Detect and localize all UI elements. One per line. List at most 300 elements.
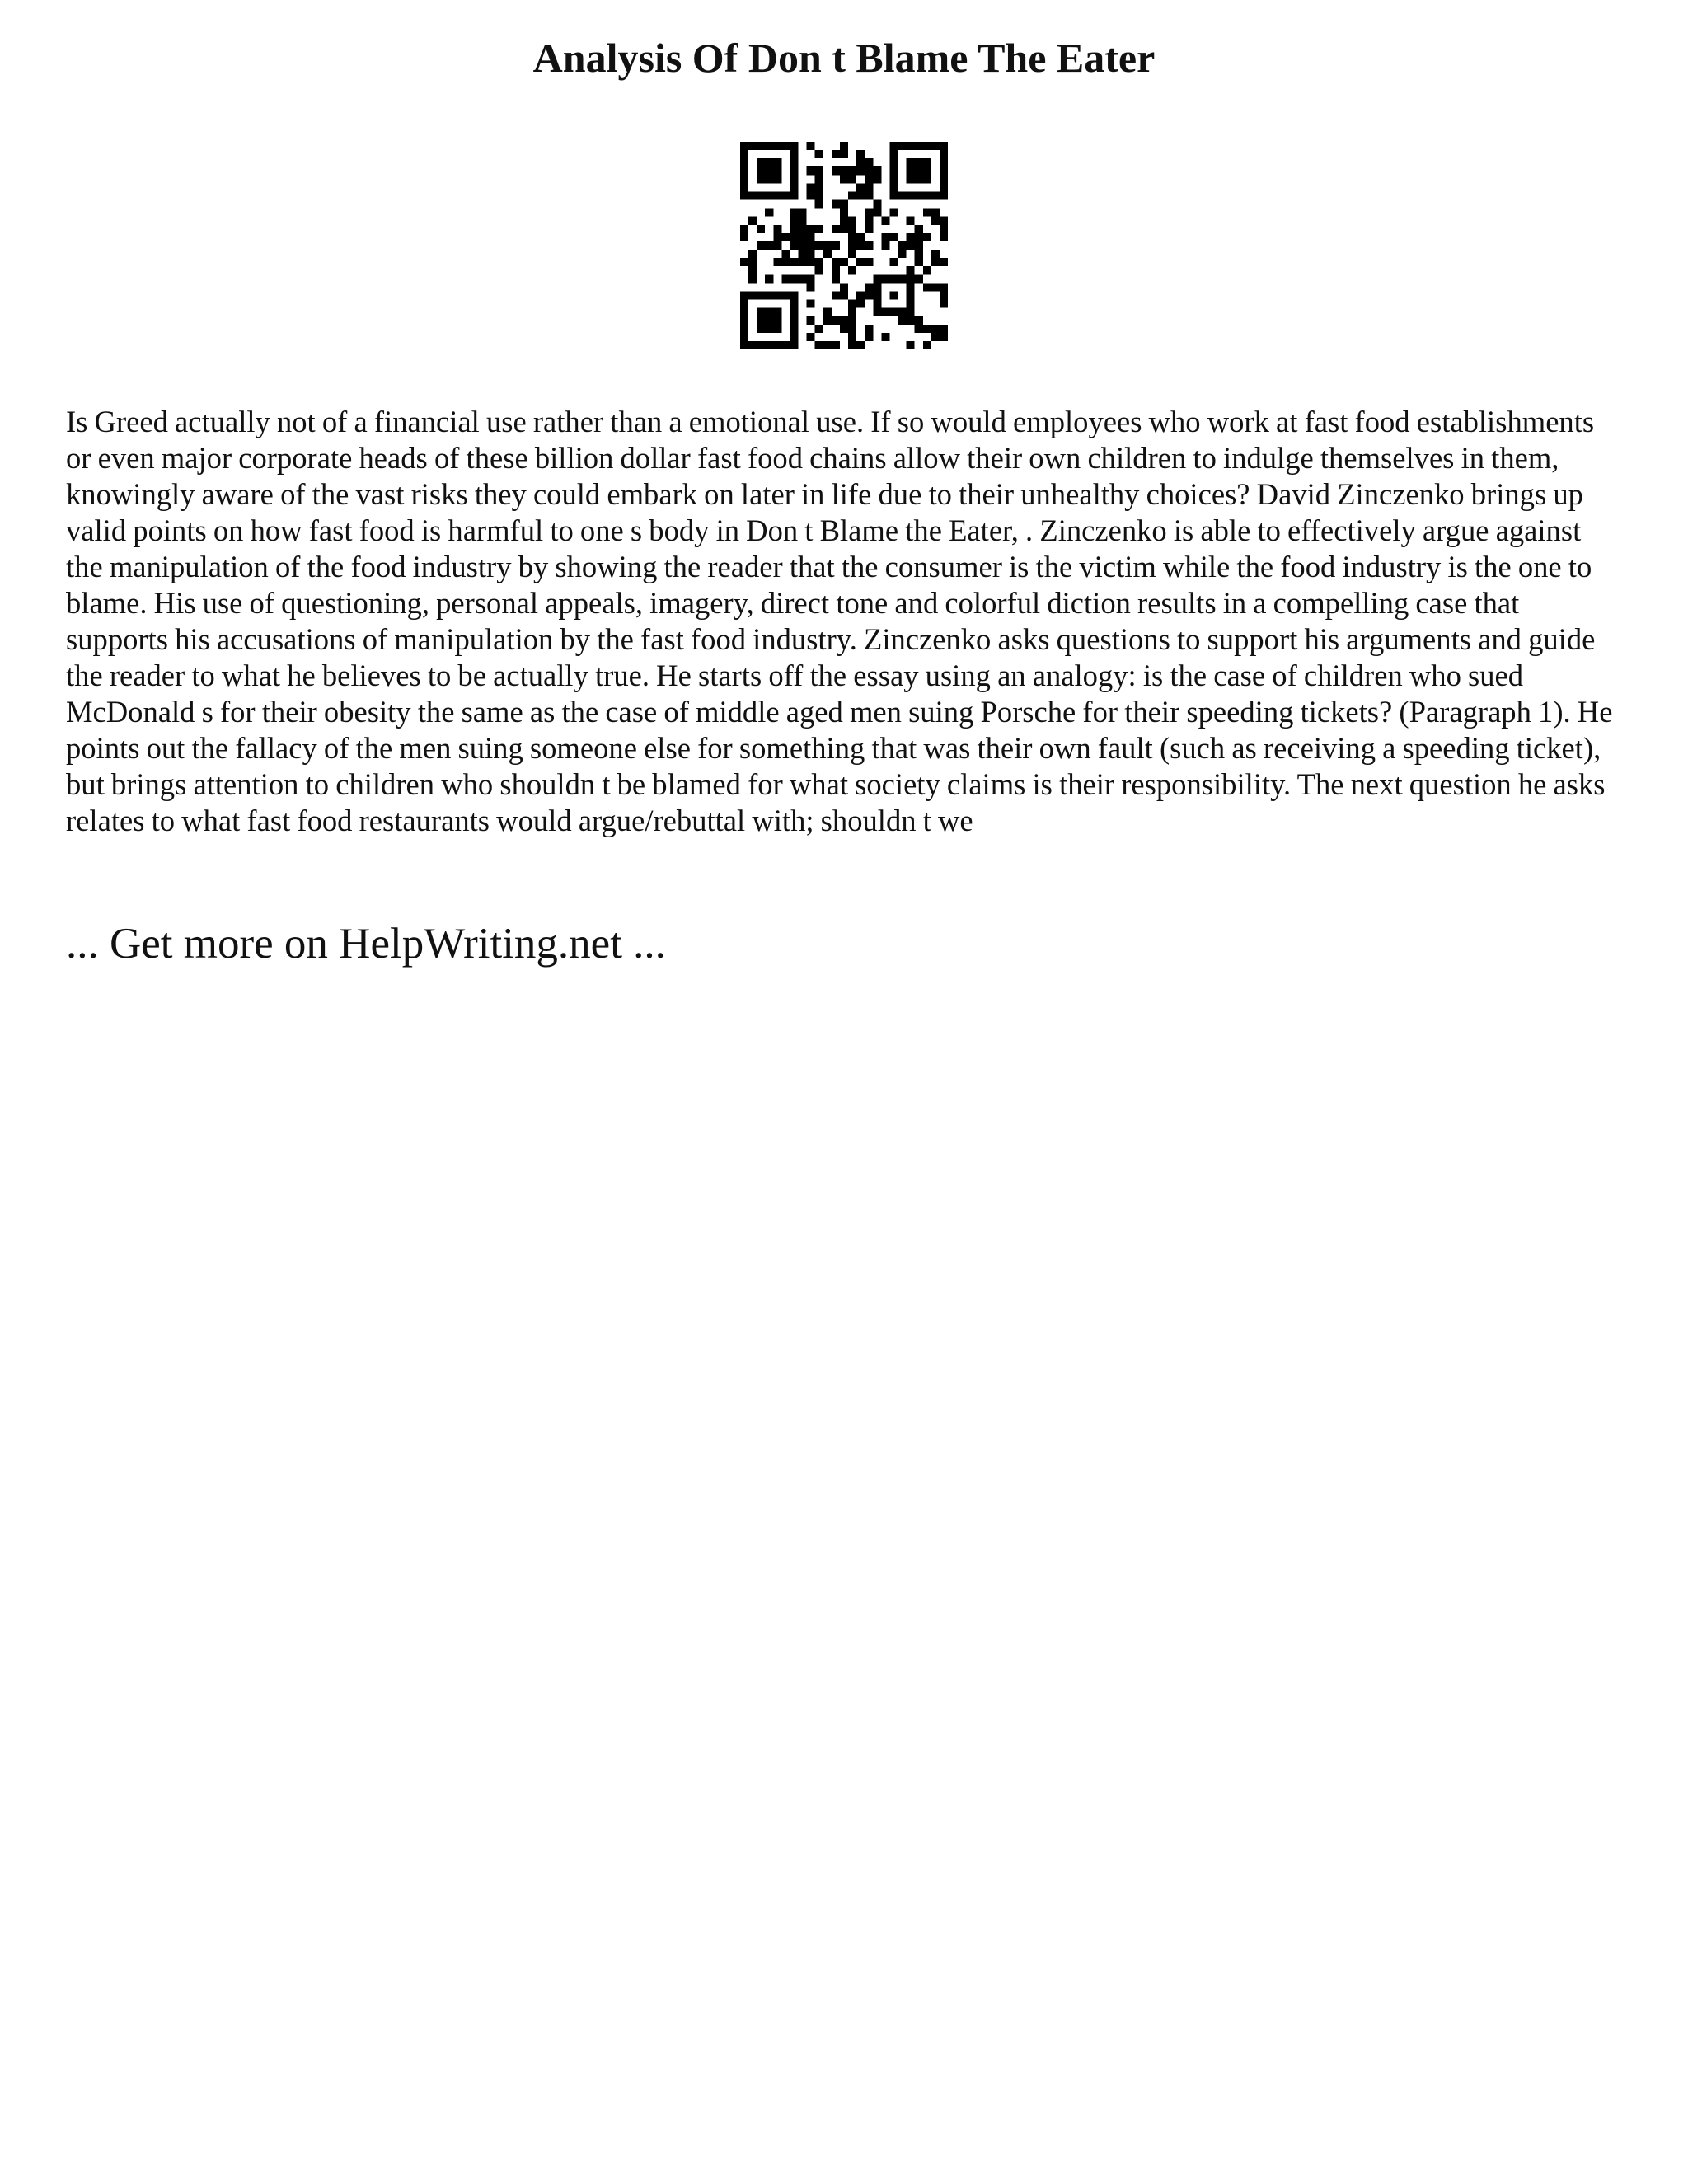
qr-module (848, 341, 856, 349)
qr-module (757, 225, 765, 233)
qr-module (889, 291, 898, 299)
qr-module (873, 274, 881, 283)
qr-module (832, 341, 840, 349)
qr-module (807, 300, 815, 308)
qr-module (865, 183, 873, 191)
qr-module (773, 316, 781, 325)
qr-module (781, 274, 790, 283)
qr-module (923, 341, 931, 349)
qr-module (881, 308, 889, 316)
qr-module (740, 150, 748, 158)
qr-module (807, 316, 815, 325)
qr-module (848, 241, 856, 250)
qr-module (915, 175, 923, 183)
qr-module (790, 291, 798, 299)
qr-module (889, 233, 898, 241)
qr-code-icon (740, 142, 948, 349)
qr-module (815, 266, 823, 274)
qr-module (840, 291, 848, 299)
qr-module (773, 158, 781, 166)
qr-module (765, 191, 773, 199)
qr-module (873, 166, 881, 175)
qr-module (931, 142, 940, 150)
qr-module (740, 316, 748, 325)
qr-module (940, 258, 948, 266)
qr-module (757, 325, 765, 333)
qr-module (931, 333, 940, 341)
qr-module (799, 274, 807, 283)
qr-module (840, 258, 848, 266)
qr-module (865, 225, 873, 233)
qr-module (790, 333, 798, 341)
qr-module (907, 175, 915, 183)
qr-module (856, 233, 865, 241)
qr-module (889, 175, 898, 183)
qr-module (790, 341, 798, 349)
qr-module (915, 158, 923, 166)
qr-module (923, 191, 931, 199)
qr-module (748, 291, 757, 299)
qr-module (915, 225, 923, 233)
qr-module (832, 266, 840, 274)
essay-excerpt: Is Greed actually not of a financial use rather than a emotional use. If so would employees who work at fast food establishments or even major corporate heads of these billion dollar fast food chains allow their own children to indulge themselves in them, knowingly aware of the vast risks they could embark on later in life due to their unhealthy choices? David Zinczenko brings up valid points on how fast food is harmful to one s body in Don t Blame the Eater, . Zinczenko is able to effectively argue against the manipulation of the food industry by showing the reader that the consumer is the victim while the food industry is the one to blame. His use of questioning, personal appeals, imagery, direct tone and colorful diction results in a compelling case that supports his accusations of manipulation by the fast food industry. Zinczenko asks questions to support his arguments and guide the reader to what he believes to be actually true. He starts off the essay using an analogy: is the case of children who sued McDonald s for their obesity the same as the case of middle aged men suing Porsche for their speeding tickets? (Paragraph 1). He points out the fallacy of the men suing someone else for something that was their own fault (such as receiving a speeding ticket), but brings attention to children who shouldn t be blamed for what society claims is their responsibility. The next question he asks relates to what fast food restaurants would argue/rebuttal with; shouldn t we (66, 405, 1613, 837)
qr-module (790, 325, 798, 333)
qr-module (856, 341, 865, 349)
qr-module (931, 325, 940, 333)
qr-module (889, 158, 898, 166)
page-title: Analysis Of Don t Blame The Eater (532, 35, 1156, 81)
qr-module (823, 341, 832, 349)
qr-module (799, 209, 807, 217)
qr-module (790, 209, 798, 217)
qr-module (748, 250, 757, 258)
qr-module (832, 225, 840, 233)
qr-module (881, 217, 889, 225)
qr-module (740, 183, 748, 191)
qr-module (773, 225, 781, 233)
qr-module (940, 191, 948, 199)
qr-module (840, 325, 848, 333)
qr-module (815, 258, 823, 266)
qr-module (907, 341, 915, 349)
qr-module (873, 200, 881, 209)
qr-module (940, 333, 948, 341)
qr-module (815, 325, 823, 333)
qr-module (907, 274, 915, 283)
qr-module (773, 325, 781, 333)
qr-module (807, 225, 815, 233)
qr-module (740, 308, 748, 316)
qr-module (907, 291, 915, 299)
qr-module (748, 341, 757, 349)
qr-module (889, 166, 898, 175)
qr-module (790, 316, 798, 325)
qr-module (832, 241, 840, 250)
qr-module (840, 175, 848, 183)
qr-module (840, 209, 848, 217)
qr-module (923, 209, 931, 217)
qr-module (873, 308, 881, 316)
qr-module (832, 200, 840, 209)
qr-module (840, 200, 848, 209)
qr-module (799, 258, 807, 266)
qr-module (765, 175, 773, 183)
qr-module (773, 291, 781, 299)
qr-module (757, 341, 765, 349)
qr-module (940, 150, 948, 158)
qr-module (815, 166, 823, 175)
qr-module (907, 166, 915, 175)
qr-module (840, 142, 848, 150)
qr-module (799, 241, 807, 250)
qr-module (815, 150, 823, 158)
qr-module (799, 233, 807, 241)
qr-module (873, 209, 881, 217)
qr-module (881, 241, 889, 250)
qr-module (898, 274, 907, 283)
qr-module (848, 166, 856, 175)
qr-module (765, 241, 773, 250)
qr-module (865, 258, 873, 266)
qr-module (790, 225, 798, 233)
qr-module (907, 266, 915, 274)
qr-module (748, 266, 757, 274)
qr-module (832, 316, 840, 325)
qr-module (740, 291, 748, 299)
qr-module (790, 142, 798, 150)
qr-module (773, 166, 781, 175)
qr-module (848, 333, 856, 341)
qr-module (881, 233, 889, 241)
qr-module (815, 225, 823, 233)
qr-module (907, 158, 915, 166)
qr-module (865, 283, 873, 291)
qr-code-graphic (740, 142, 948, 349)
qr-module (915, 325, 923, 333)
qr-module (931, 250, 940, 258)
qr-module (931, 217, 940, 225)
qr-module (856, 150, 865, 158)
qr-module (757, 241, 765, 250)
qr-module (865, 325, 873, 333)
qr-module (889, 209, 898, 217)
qr-module (740, 142, 748, 150)
qr-module (765, 291, 773, 299)
qr-module (856, 183, 865, 191)
qr-module (757, 316, 765, 325)
qr-module (773, 308, 781, 316)
qr-module (889, 308, 898, 316)
qr-module (873, 283, 881, 291)
qr-module (790, 274, 798, 283)
qr-module (923, 166, 931, 175)
qr-module (815, 175, 823, 183)
qr-module (873, 175, 881, 183)
qr-module (915, 191, 923, 199)
qr-module (807, 250, 815, 258)
qr-module (790, 217, 798, 225)
qr-module (940, 291, 948, 299)
qr-module (848, 217, 856, 225)
qr-module (740, 333, 748, 341)
qr-module (790, 300, 798, 308)
qr-module (907, 300, 915, 308)
qr-module (907, 217, 915, 225)
qr-module (898, 241, 907, 250)
qr-module (848, 308, 856, 316)
qr-module (781, 142, 790, 150)
qr-module (748, 142, 757, 150)
qr-module (848, 325, 856, 333)
qr-module (790, 233, 798, 241)
qr-module (940, 325, 948, 333)
qr-module (940, 233, 948, 241)
qr-module (856, 241, 865, 250)
qr-module (823, 308, 832, 316)
qr-module (873, 291, 881, 299)
qr-module (765, 341, 773, 349)
qr-module (781, 258, 790, 266)
qr-module (823, 316, 832, 325)
qr-module (790, 175, 798, 183)
qr-module (915, 258, 923, 266)
qr-module (740, 191, 748, 199)
qr-module (940, 175, 948, 183)
qr-module (807, 142, 815, 150)
qr-module (740, 225, 748, 233)
qr-module (848, 300, 856, 308)
qr-module (889, 150, 898, 158)
qr-module (915, 233, 923, 241)
qr-module (807, 274, 815, 283)
qr-module (832, 258, 840, 266)
qr-module (790, 166, 798, 175)
qr-module (865, 217, 873, 225)
qr-module (940, 225, 948, 233)
qr-module (856, 291, 865, 299)
qr-module (765, 274, 773, 283)
qr-module (923, 158, 931, 166)
qr-module (757, 158, 765, 166)
qr-module (840, 283, 848, 291)
qr-module (799, 225, 807, 233)
qr-module (740, 175, 748, 183)
qr-module (865, 333, 873, 341)
qr-module (757, 308, 765, 316)
qr-module (907, 233, 915, 241)
qr-module (923, 283, 931, 291)
qr-module (748, 217, 757, 225)
qr-module (815, 241, 823, 250)
qr-module (881, 333, 889, 341)
qr-module (856, 191, 865, 199)
qr-module (940, 217, 948, 225)
qr-module (915, 142, 923, 150)
qr-module (832, 150, 840, 158)
qr-module (823, 241, 832, 250)
qr-module (940, 158, 948, 166)
qr-module (915, 316, 923, 325)
qr-module (889, 191, 898, 199)
qr-module (889, 258, 898, 266)
qr-module (773, 241, 781, 250)
qr-module (848, 266, 856, 274)
qr-module (848, 191, 856, 199)
qr-module (889, 142, 898, 150)
qr-module (898, 250, 907, 258)
qr-module (931, 283, 940, 291)
qr-module (923, 325, 931, 333)
qr-module (799, 217, 807, 225)
qr-module (931, 209, 940, 217)
qr-module (748, 191, 757, 199)
qr-module (848, 225, 856, 233)
qr-module (765, 142, 773, 150)
qr-module (773, 175, 781, 183)
qr-module (832, 291, 840, 299)
qr-module (740, 300, 748, 308)
qr-module (865, 158, 873, 166)
qr-module (790, 183, 798, 191)
qr-module (865, 166, 873, 175)
qr-module (757, 166, 765, 175)
qr-module (848, 233, 856, 241)
qr-module (807, 191, 815, 199)
qr-module (940, 300, 948, 308)
qr-module (840, 150, 848, 158)
qr-module (790, 258, 798, 266)
qr-module (757, 191, 765, 199)
qr-module (757, 142, 765, 150)
qr-module (740, 158, 748, 166)
qr-module (865, 241, 873, 250)
qr-module (832, 274, 840, 283)
qr-module (840, 166, 848, 175)
qr-module (931, 191, 940, 199)
qr-module (915, 274, 923, 283)
qr-module (790, 191, 798, 199)
qr-module (881, 274, 889, 283)
qr-module (907, 283, 915, 291)
qr-module (856, 166, 865, 175)
qr-module (898, 142, 907, 150)
qr-module (815, 191, 823, 199)
qr-module (865, 209, 873, 217)
qr-module (840, 316, 848, 325)
qr-module (807, 183, 815, 191)
qr-module (865, 191, 873, 199)
qr-module (923, 142, 931, 150)
qr-module (757, 291, 765, 299)
qr-module (940, 183, 948, 191)
qr-module (765, 166, 773, 175)
qr-module (940, 142, 948, 150)
get-more-link[interactable]: ... Get more on HelpWriting.net ... (66, 920, 666, 968)
qr-module (898, 191, 907, 199)
qr-module (915, 250, 923, 258)
qr-module (807, 258, 815, 266)
qr-module (915, 241, 923, 250)
qr-module (840, 217, 848, 225)
qr-module (815, 200, 823, 209)
qr-module (907, 191, 915, 199)
qr-module (923, 233, 931, 241)
qr-module (781, 250, 790, 258)
qr-module (848, 175, 856, 183)
qr-module (907, 241, 915, 250)
qr-module (848, 316, 856, 325)
qr-module (907, 316, 915, 325)
qr-module (856, 300, 865, 308)
qr-module (889, 274, 898, 283)
qr-module (781, 191, 790, 199)
qr-module (915, 166, 923, 175)
qr-module (781, 291, 790, 299)
qr-module (889, 183, 898, 191)
qr-module (923, 175, 931, 183)
qr-module (781, 341, 790, 349)
qr-module (765, 325, 773, 333)
qr-module (740, 325, 748, 333)
qr-module (815, 183, 823, 191)
qr-module (765, 158, 773, 166)
qr-module (940, 166, 948, 175)
qr-module (823, 250, 832, 258)
qr-module (740, 166, 748, 175)
qr-module (840, 225, 848, 233)
qr-module (848, 250, 856, 258)
qr-module (898, 316, 907, 325)
qr-module (807, 283, 815, 291)
qr-module (856, 258, 865, 266)
qr-module (815, 341, 823, 349)
qr-module (865, 175, 873, 183)
qr-module (807, 166, 815, 175)
qr-module (807, 333, 815, 341)
qr-module (790, 158, 798, 166)
qr-module (790, 150, 798, 158)
qr-module (923, 266, 931, 274)
qr-module (790, 241, 798, 250)
qr-module (773, 341, 781, 349)
qr-module (807, 241, 815, 250)
qr-module (856, 158, 865, 166)
qr-module (832, 166, 840, 175)
qr-module (740, 258, 748, 266)
qr-module (907, 142, 915, 150)
qr-module (773, 191, 781, 199)
qr-module (740, 233, 748, 241)
qr-module (799, 250, 807, 258)
qr-module (765, 316, 773, 325)
qr-module (865, 291, 873, 299)
qr-module (790, 308, 798, 316)
qr-module (873, 300, 881, 308)
qr-module (898, 308, 907, 316)
qr-module (748, 274, 757, 283)
qr-module (807, 233, 815, 241)
qr-module (748, 258, 757, 266)
qr-module (773, 233, 781, 241)
qr-module (765, 209, 773, 217)
qr-module (940, 283, 948, 291)
qr-module (907, 308, 915, 316)
qr-module (757, 175, 765, 183)
qr-module (781, 233, 790, 241)
qr-module (773, 142, 781, 150)
qr-module (765, 308, 773, 316)
qr-module (773, 258, 781, 266)
